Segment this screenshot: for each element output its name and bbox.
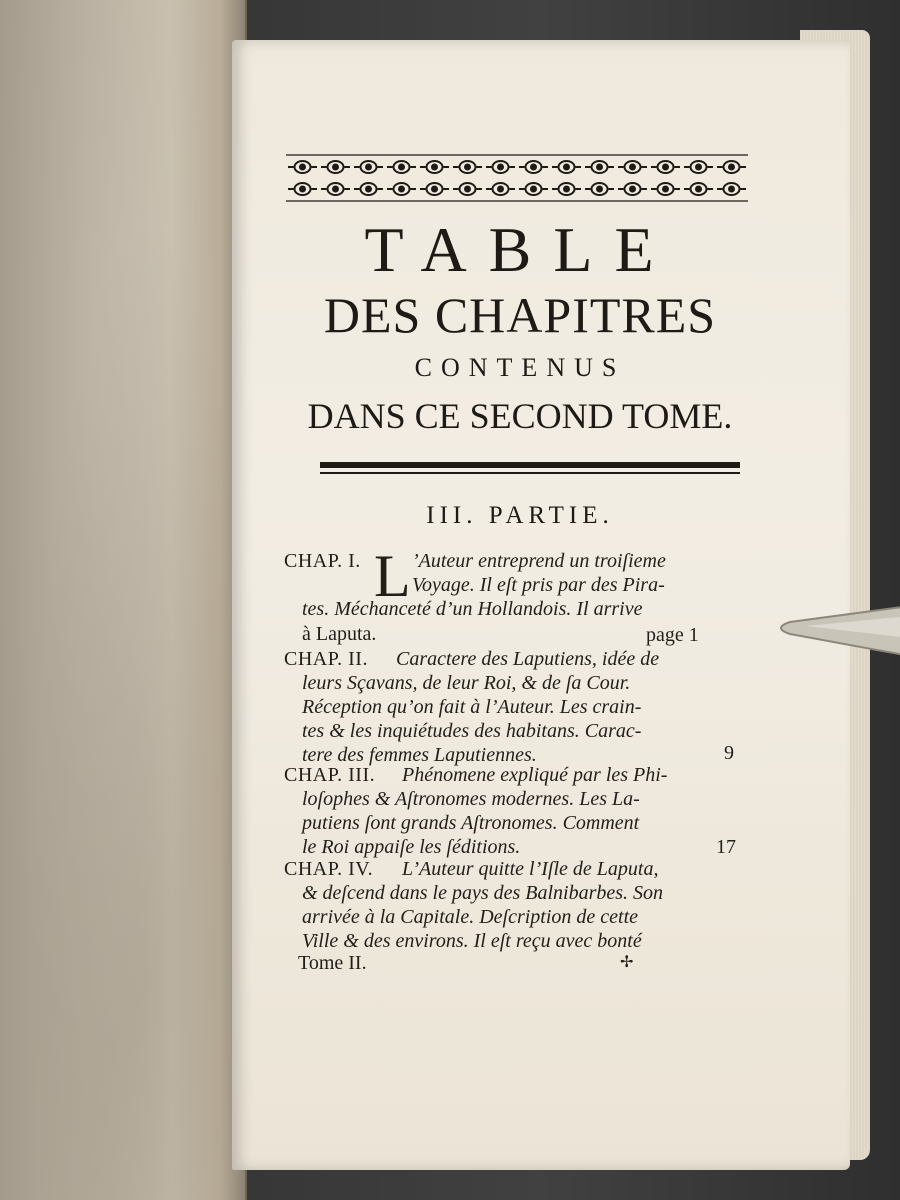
chapter-text-line: & deſcend dans le pays des Balnibarbes. Son — [302, 882, 664, 904]
chapter-label: CHAP. IV. — [284, 858, 374, 880]
ornament-dot — [399, 187, 404, 192]
chapter-text-line: L’Auteur quitte l’Iſle de Laputa, — [402, 858, 659, 880]
chapter-text-line: tes. Méchanceté d’un Hollandois. Il arrive — [302, 598, 643, 620]
chapter-text-line: à Laputa. — [302, 623, 377, 645]
ornament-dot — [531, 165, 536, 170]
ornament-dot — [531, 187, 536, 192]
ornament-dot — [564, 187, 569, 192]
ornament-dot — [333, 187, 338, 192]
ornament-dot — [498, 187, 503, 192]
page-number: 17 — [716, 836, 736, 858]
chapter-text-line: ’Auteur entreprend un troiſieme — [412, 550, 666, 572]
ornament-dot — [366, 187, 371, 192]
chapter-text-line: Ville & des environs. Il eſt reçu avec bonté — [302, 930, 642, 952]
chapter-text-line: leurs Sçavans, de leur Roi, & de ſa Cour. — [302, 672, 631, 694]
chapter-text-line: tere des femmes Laputiennes. — [302, 744, 537, 766]
chapter-text-line: le Roi appaiſe les ſéditions. — [302, 836, 521, 858]
ornament-dot — [597, 187, 602, 192]
chapter-text-line: Caractere des Laputiens, idée de — [396, 648, 660, 670]
ornament-dot — [696, 187, 701, 192]
chapter-label: CHAP. II. — [284, 648, 368, 670]
chapter-text-line: loſophes & Aſtronomes modernes. Les La- — [302, 788, 640, 810]
ornament-dot — [366, 165, 371, 170]
ornament-dot — [663, 165, 668, 170]
ornament-dot — [333, 165, 338, 170]
part-heading: III. PARTIE. — [426, 502, 614, 529]
title-contenus: CONTENUS — [414, 353, 626, 382]
chapter-text-line: putiens ſont grands Aſtronomes. Comment — [302, 812, 640, 834]
chapter-text-line: Réception qu’on fait à l’Auteur. Les crain- — [302, 696, 642, 718]
signature-mark: Tome II. — [298, 952, 367, 974]
ornament-dot — [630, 165, 635, 170]
ornament-dot — [465, 187, 470, 192]
ornament-dot — [564, 165, 569, 170]
double-rule-thick — [320, 462, 740, 468]
ornament-dot — [300, 187, 305, 192]
chapter-label: CHAP. III. — [284, 764, 376, 786]
title-des-chapitres: DES CHAPITRES — [323, 287, 717, 343]
drop-cap: L — [374, 543, 411, 609]
ornament-dot — [432, 165, 437, 170]
pointer-tool-icon — [770, 598, 900, 662]
ornament-dot — [729, 165, 734, 170]
ornament-dot — [663, 187, 668, 192]
chapter-label: CHAP. I. — [284, 550, 361, 572]
chapter-text-line: Voyage. Il eſt pris par des Pira- — [412, 574, 665, 596]
ornament-dot — [465, 165, 470, 170]
ornament-dot — [696, 165, 701, 170]
ornament-dot — [729, 187, 734, 192]
chapter-text-line: tes & les inquiétudes des habitans. Carac- — [302, 720, 642, 742]
ornamental-band-icon — [286, 150, 748, 206]
page-number: 9 — [724, 742, 734, 764]
book-cover — [0, 0, 247, 1200]
ornament-dot — [630, 187, 635, 192]
chapter-text-line: Phénomene expliqué par les Phi- — [402, 764, 668, 786]
title-table: TABLE — [364, 214, 676, 285]
ornament-dot — [432, 187, 437, 192]
ornament-dot — [300, 165, 305, 170]
title-second-tome: DANS CE SECOND TOME. — [307, 396, 733, 436]
ornament-dot — [597, 165, 602, 170]
catchword-ornament-icon: ✢ — [620, 954, 634, 971]
page-number: page 1 — [646, 624, 699, 646]
ornament-dot — [399, 165, 404, 170]
ornament-dot — [498, 165, 503, 170]
double-rule-thin — [320, 472, 740, 474]
chapter-text-line: arrivée à la Capitale. Deſcription de cette — [302, 906, 639, 928]
